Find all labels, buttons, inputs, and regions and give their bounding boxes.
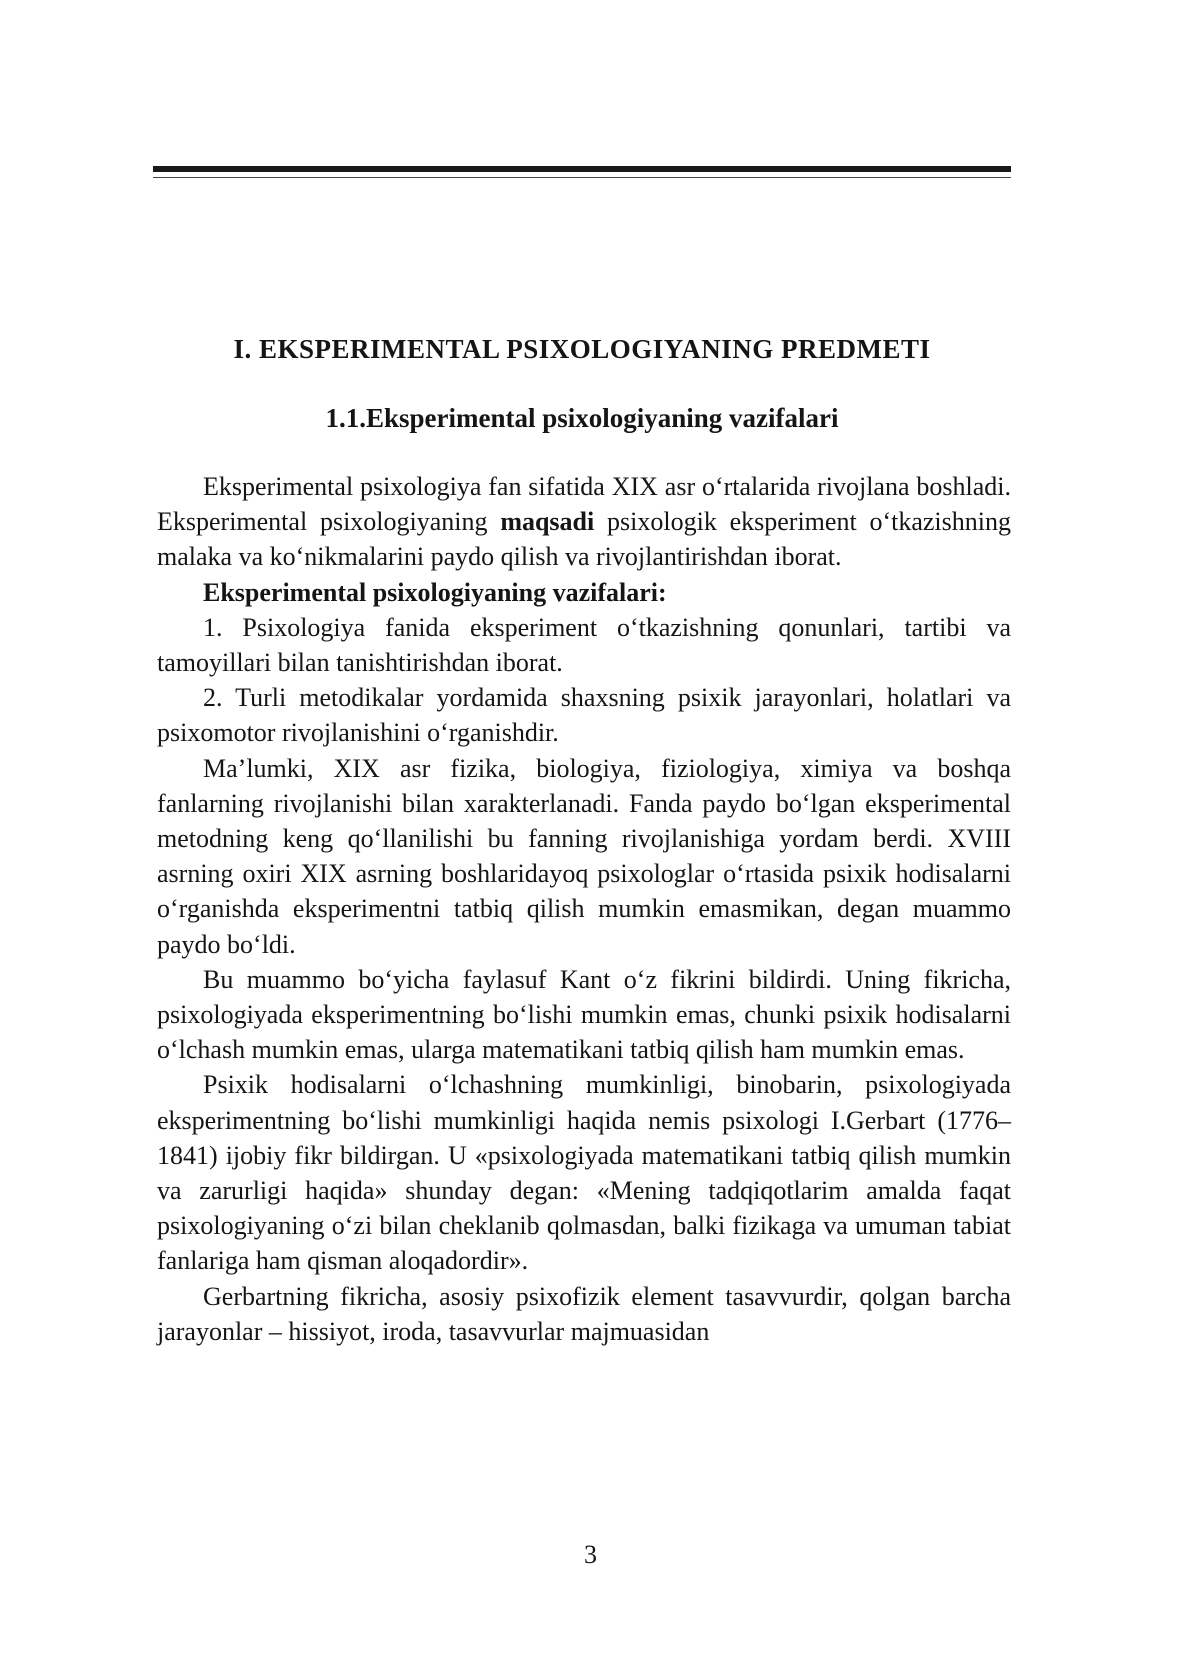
paragraph-1-after: psixologik eksperiment o‘tkazishning malaka va ko‘nikmalarini paydo qilish va rivojlantirishdan iborat. [157, 507, 1011, 572]
section-title: 1.1.Eksperimental psixologiyaning vazifalari [325, 403, 839, 433]
header-rule-thin [153, 177, 1011, 178]
paragraph-1-emphasis: maqsadi [500, 507, 595, 537]
paragraph-6: Bu muammo bo‘yicha faylasuf Kant o‘z fikrini bildirdi. Uning fikricha, psixologiyada eksperimentning bo‘lishi mumkin emas, chunki psixik hodisalarni o‘lchash mumkin emas, ularga matematikani tatbiq qilish ham mumkin emas. [157, 964, 1011, 1065]
task-item-1: 1. Psixologiya fanida eksperiment o‘tkazishning qonunlari, tartibi va tamoyillari bilan tanishtirishdan iborat. [157, 612, 1011, 678]
body-text [157, 469, 1011, 1349]
paragraph-1 [157, 469, 1011, 575]
paragraph-7: Psixik hodisalarni o‘lchashning mumkinligi, binobarin, psixologiyada eksperimentning bo‘lishi mumkinligi haqida nemis psixologi I.Gerbart (1776–1841) ijobiy fikr bildirgan. U «psixologiyada matematikani tatbiq qilish mumkin va zarurligi haqida» shunday degan: «Mening tadqiqotlarim amalda faqat psixologiyaning o‘zi bilan cheklanib qolmasdan, balki fizikaga va umuman tabiat fanlariga ham qisman aloqadordir». [157, 1070, 1011, 1276]
paragraph-1-before: Eksperimental psixologiya fan sifatida XIX asr o‘rtalarida rivojlana boshladi. Eksperimental psixologiyaning [157, 472, 1011, 537]
task-item-2: 2. Turli metodikalar yordamida shaxsning psixik jarayonlari, holatlari va psixomotor rivojlanishini o‘rganishdir. [157, 683, 1011, 748]
tasks-subheading: Eksperimental psixologiyaning vazifalari: [203, 577, 667, 607]
page-number: 3 [584, 1540, 597, 1569]
paragraph-5: Ma’lumki, XIX asr fizika, biologiya, fiziologiya, ximiya va boshqa fanlarning rivojlanishi bilan xarakterlanadi. Fanda paydo bo‘lgan eksperimental metodning keng qo‘llanilishi bu fanning rivojlanishiga yordam berdi. XVIII asrning oxiri XIX asrning boshlaridayoq psixologlar o‘rtasida psixik hodisalarni o‘rganishda eksperimentni tatbiq qilish mumkin emasmikan, degan muammo paydo bo‘ldi. [157, 753, 1011, 959]
chapter-title: I. EKSPERIMENTAL PSIXOLOGIYANING PREDMETI [233, 334, 931, 364]
paragraph-8: Gerbartning fikricha, asosiy psixofizik element tasavvurdir, qolgan barcha jarayonlar – hissiyot, iroda, tasavvurlar majmuasidan [157, 1281, 1011, 1346]
header-rule-thick [153, 166, 1011, 172]
